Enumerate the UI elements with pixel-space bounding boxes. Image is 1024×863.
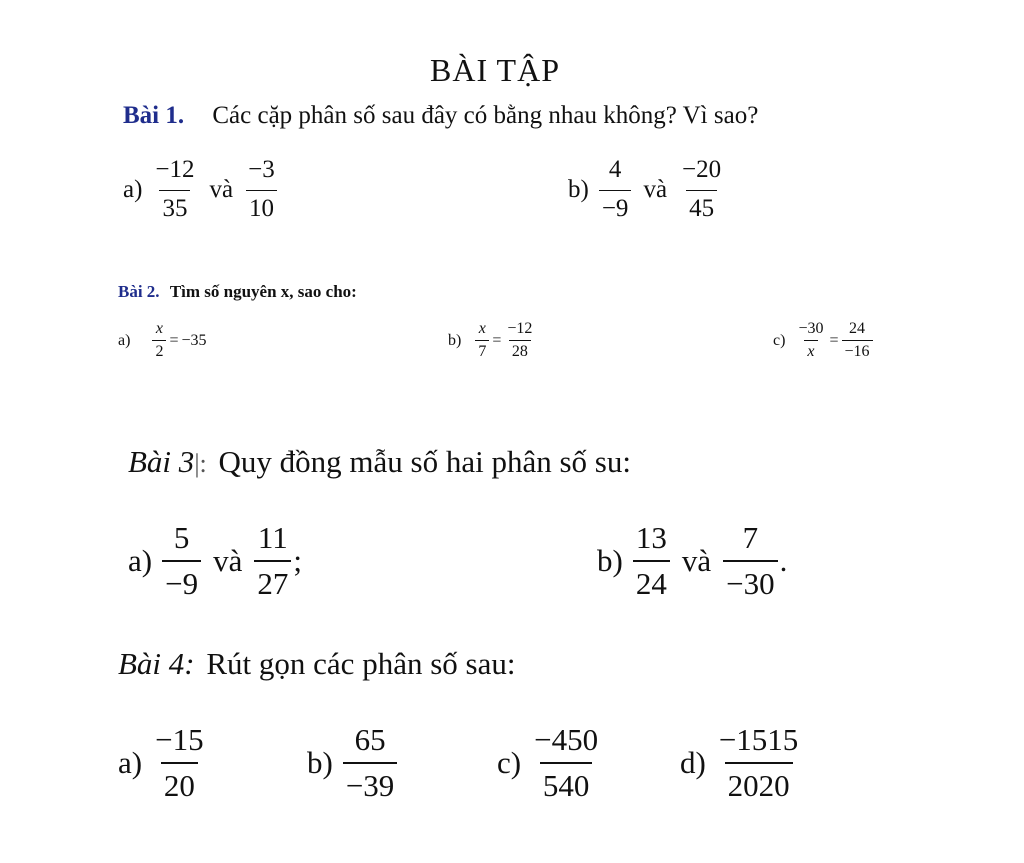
exercise-3a	[128, 520, 302, 602]
exercise-4c	[497, 722, 601, 804]
fraction	[152, 156, 197, 223]
fraction	[716, 722, 801, 804]
numerator: 11	[257, 520, 288, 555]
exercise-3-heading: Bài 3	[128, 444, 195, 479]
exercise-4-text: Rút gọn các phân số sau:	[206, 646, 516, 681]
exercise-3-text: Quy đồng mẫu số hai phân số su:	[218, 444, 631, 479]
fraction	[633, 520, 670, 602]
item-label: a)	[118, 745, 143, 780]
exercise-4-heading: Bài 4:	[118, 646, 195, 681]
denominator: 27	[254, 560, 291, 602]
equals-sign: =	[829, 331, 839, 349]
fraction	[152, 722, 206, 804]
numerator: 24	[849, 320, 866, 337]
exercise-1-text: Các cặp phân số sau đây có bằng nhau không? Vì sao?	[212, 102, 759, 129]
numerator: 65	[354, 722, 386, 757]
item-label: a)	[123, 175, 143, 203]
numerator: 7	[742, 520, 759, 555]
fraction	[842, 320, 873, 361]
numerator: −1515	[718, 722, 799, 757]
item-label: b)	[568, 175, 589, 203]
exercise-2c	[773, 320, 873, 361]
conjunction: và	[643, 175, 668, 203]
denominator: −9	[162, 560, 201, 602]
punctuation: ;	[293, 543, 302, 578]
denominator: 10	[246, 190, 277, 223]
denominator: 24	[633, 560, 670, 602]
item-label: c)	[773, 331, 786, 349]
denominator: −16	[842, 340, 873, 361]
item-label: d)	[680, 745, 706, 780]
equals-sign: =	[492, 331, 502, 349]
denominator: 20	[161, 762, 198, 804]
item-label: a)	[128, 543, 153, 578]
exercise-3-prompt	[128, 444, 631, 480]
numerator: −12	[507, 320, 533, 337]
numerator: −450	[534, 722, 599, 757]
exercise-1-prompt	[123, 102, 758, 130]
fraction	[599, 156, 632, 223]
denominator: 2020	[725, 762, 793, 804]
fraction	[343, 722, 397, 804]
numerator: 4	[608, 156, 622, 183]
conjunction: và	[209, 175, 234, 203]
numerator: −3	[248, 156, 275, 183]
item-label: c)	[497, 745, 522, 780]
item-label: b)	[307, 745, 333, 780]
numerator: x	[155, 320, 163, 337]
exercise-1b	[568, 156, 724, 223]
rhs-value: −35	[181, 331, 207, 349]
conjunction: và	[681, 543, 712, 578]
item-label: b)	[597, 543, 623, 578]
fraction	[679, 156, 724, 223]
exercise-3b	[597, 520, 787, 602]
fraction	[162, 520, 201, 602]
denominator: −39	[343, 762, 397, 804]
item-label: a)	[118, 331, 131, 349]
fraction	[245, 156, 278, 223]
exercise-2b	[448, 320, 535, 361]
exercise-1a	[123, 156, 278, 223]
numerator: x	[478, 320, 486, 337]
denominator: 35	[159, 190, 190, 223]
exercise-4a	[118, 722, 207, 804]
item-label: b)	[448, 331, 462, 349]
exercise-4-prompt	[118, 646, 515, 682]
punctuation: .	[779, 543, 788, 578]
denominator: x	[804, 340, 817, 361]
page-title: BÀI TẬP	[430, 52, 560, 88]
exercise-2-heading: Bài 2.	[118, 282, 160, 301]
denominator: 7	[475, 340, 489, 361]
denominator: 540	[540, 762, 593, 804]
denominator: −9	[599, 190, 632, 223]
fraction	[504, 320, 535, 361]
exercise-2a	[118, 320, 207, 361]
denominator: 28	[509, 340, 531, 361]
fraction	[795, 320, 826, 361]
conjunction: và	[213, 543, 243, 578]
numerator: 13	[635, 520, 667, 555]
numerator: −12	[155, 156, 195, 183]
exercise-2-prompt	[118, 282, 357, 302]
numerator: −20	[682, 156, 722, 183]
exercise-4b	[307, 722, 397, 804]
denominator: 2	[152, 340, 166, 361]
equals-sign: =	[169, 331, 179, 349]
exercise-4d	[680, 722, 801, 804]
numerator: −15	[155, 722, 204, 757]
numerator: 5	[173, 520, 190, 555]
exercise-2-text: Tìm số nguyên x, sao cho:	[169, 282, 357, 301]
fraction	[723, 520, 777, 602]
numerator: −30	[798, 320, 824, 337]
denominator: 45	[686, 190, 717, 223]
fraction	[254, 520, 291, 602]
fraction	[475, 320, 489, 361]
exercise-1-heading: Bài 1.	[123, 102, 185, 129]
fraction	[531, 722, 601, 804]
cursor-mark: |:	[194, 449, 207, 478]
denominator: −30	[723, 560, 777, 602]
fraction	[152, 320, 166, 361]
